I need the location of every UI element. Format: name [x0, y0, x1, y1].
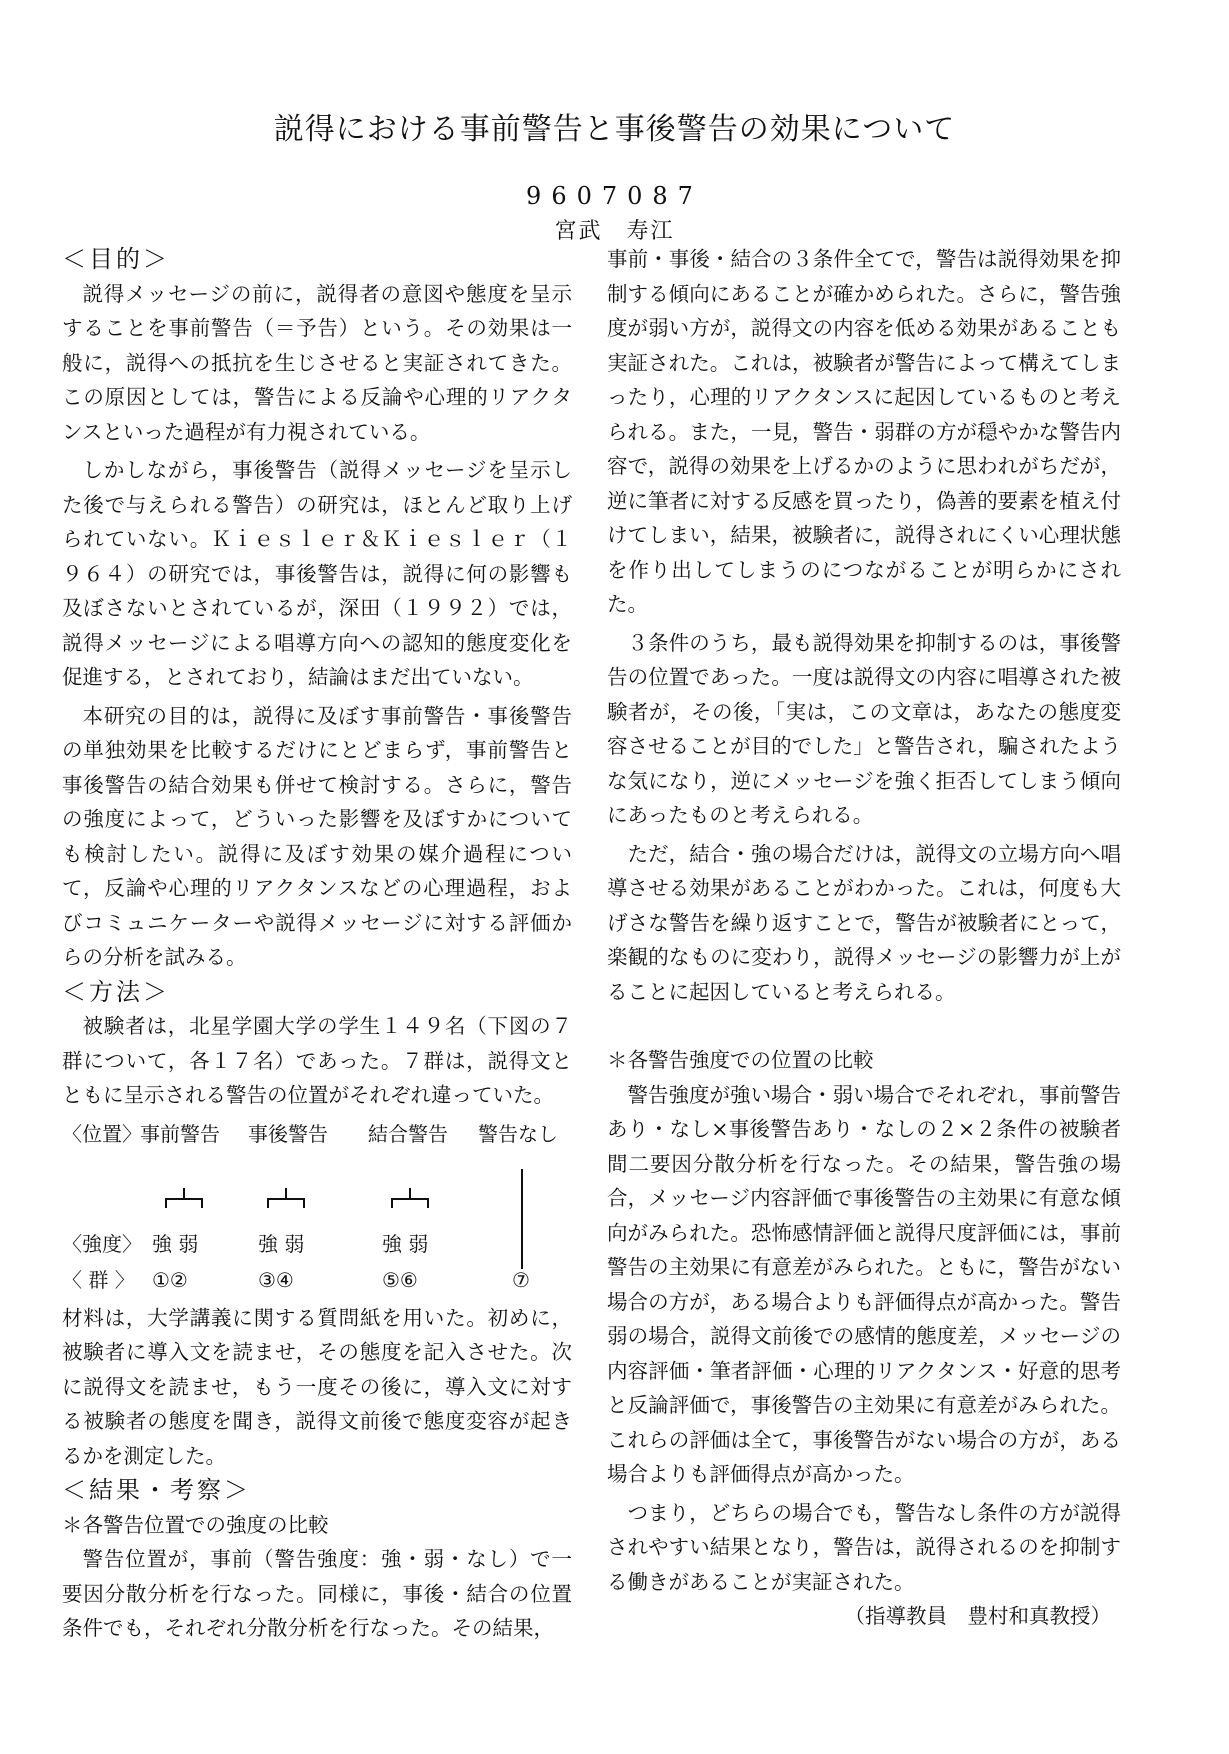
supervisor-credit: （指導教員 豊村和真教授） — [844, 1604, 1111, 1628]
position-label: 〈位置〉 — [62, 1121, 142, 1146]
paper-title: 説得における事前警告と事後警告の効果について — [273, 112, 956, 147]
heading-results: ＜結果・考察＞ — [62, 1476, 251, 1504]
right-column — [607, 242, 1121, 1634]
discussion-paragraph-5: つまり，どちらの場合でも，警告なし条件の方が説得されやすい結果となり，警告は，説得されるのを抑制する働きがあることが実証された。 — [607, 1500, 1121, 1594]
group-none: ⑦ — [512, 1267, 530, 1292]
position-pre: 事前警告 — [140, 1121, 220, 1146]
group-label: 〈 群 〉 — [62, 1267, 135, 1292]
strength-label: 〈強度〉 — [62, 1231, 142, 1256]
position-row — [62, 1117, 572, 1151]
groups-combined: ⑤⑥ — [382, 1267, 418, 1292]
heading-method: ＜方法＞ — [62, 977, 170, 1006]
strength-combined: 強 弱 — [382, 1231, 429, 1256]
position-combined: 結合警告 — [368, 1121, 448, 1146]
spacer — [607, 1009, 1121, 1043]
method-paragraph-1: 被験者は，北星学園大学の学生１４９名（下図の７群について，各１７名）であった。７群は，説得文とともに呈示される警告の位置がそれぞれ違っていた。 — [62, 1014, 572, 1107]
discussion-paragraph-3: ただ，結合・強の場合だけは，説得文の立場方向へ唱導させる効果があることがわかった。これは，何度も大げさな警告を繰り返すことで，警告が被験者にとって，楽観的なものに変わり，説得メッセージの影響力が上がることに起因していると考えられる。 — [607, 841, 1121, 1004]
discussion-paragraph-4: 警告強度が強い場合・弱い場合でそれぞれ，事前警告あり・なし×事後警告あり・なしの２×２条件の被験者間二要因分散分析を行なった。その結果，警告強の場合，メッセージ内容評価で事後警告の主効果に有意な傾向がみられた。恐怖感情評価と説得尺度評価には，事前警告の主効果に有意差がみられた。ともに，警告がない場合の方が，ある場合よりも評価得点が高かった。警告弱の場合，説得文前後での感情的態度差，メッセージの内容評価・筆者評価・心理的リアクタンス・好意的思考と反論評価で，事後警告の主効果に有意差がみられた。これらの評価は全て，事後警告がない場合の方が，ある場合よりも評価得点が高かった。 — [607, 1082, 1121, 1486]
student-id: 9607087 — [526, 182, 703, 210]
strength-pre: 強 弱 — [152, 1231, 199, 1256]
heading-purpose: ＜目的＞ — [62, 245, 170, 273]
discussion-paragraph-2: ３条件のうち，最も説得効果を抑制するのは，事後警告の位置であった。一度は説得文の内容に唱導された被験者が，その後，「実は，この文章は，あなたの態度変容させることが目的でした」と警告され，騙されたような気になり，逆にメッセージを強く拒否してしまう傾向にあったものと考えられる。 — [607, 630, 1121, 827]
branch-icon — [164, 1185, 204, 1207]
branch-icon — [390, 1185, 430, 1207]
groups-post: ③④ — [258, 1267, 294, 1292]
results-paragraph-1: 警告位置が，事前（警告強度：強・弱・なし）で一要因分散分析を行なった。同様に，事後・結合の位置条件でも，それぞれ分散分析を行なった。その結果， — [62, 1547, 572, 1640]
branch-icon — [266, 1185, 306, 1207]
purpose-paragraph-3: 本研究の目的は，説得に及ぼす事前警告・事後警告の単独効果を比較するだけにとどまらず，事前警告と事後警告の結合効果も併せて検討する。さらに，警告の強度によって，どういった影響を及ぼすかについても検討したい。説得に及ぼす効果の媒介過程について，反論や心理的リアクタンスなどの心理過程，およびコミュニケーターや説得メッセージに対する評価からの分析を試みる。 — [62, 703, 572, 969]
subheading-strength: ＊各警告強度での位置の比較 — [607, 1048, 874, 1072]
position-post: 事後警告 — [248, 1121, 328, 1146]
author-name: 宮武 寿江 — [554, 219, 675, 244]
strength-row — [62, 1227, 572, 1261]
left-column — [62, 242, 572, 1646]
condition-diagram — [62, 1113, 572, 1353]
groups-pre: ①② — [152, 1267, 188, 1292]
strength-post: 強 弱 — [258, 1231, 305, 1256]
group-row — [62, 1263, 572, 1297]
subheading-position: ＊各警告位置での強度の比較 — [62, 1512, 329, 1537]
purpose-paragraph-1: 説得メッセージの前に，説得者の意図や態度を呈示することを事前警告（＝予告）という。その効果は一般に，説得への抵抗を生じさせると実証されてきた。この原因としては，警告による反論や心理的リアクタンスといった過程が有力視されている。 — [62, 281, 572, 444]
purpose-paragraph-2: しかしながら，事後警告（説得メッセージを呈示した後で与えられる警告）の研究は，ほとんど取り上げられていない。Ｋｉｅｓｌｅｒ＆Ｋｉｅｓｌｅｒ（１９６４）の研究では，事後警告は，説得に何の影響も及ぼさないとされているが，深田（１９９２）では，説得メッセージによる唱導方向への認知的態度変化を促進する，とされており，結論はまだ出ていない。 — [62, 458, 572, 689]
position-none: 警告なし — [478, 1121, 558, 1146]
method-paragraph-2: 材料は，大学講義に関する質問紙を用いた。初めに，被験者に導入文を読ませ，その態度を記入させた。次に説得文を読ませ，もう一度その後に，導入文に対する被験者の態度を聞き，説得文前後で態度変容が起きるかを測定した。 — [62, 1305, 572, 1468]
discussion-paragraph-1: 事前・事後・結合の３条件全てで，警告は説得効果を抑制する傾向にあることが確かめられた。さらに，警告強度が弱い方が，説得文の内容を低める効果があることも実証された。これは，被験者が警告によって構えてしまったり，心理的リアクタンスに起因しているものと考えられる。また，一見，警告・弱群の方が穏やかな警告内容で，説得の効果を上げるかのように思われがちだが，逆に筆者に対する反感を買ったり，偽善的要素を植え付けてしまい，結果，被験者に，説得されにくい心理状態を作り出してしまうのにつながることが明らかにされた。 — [607, 247, 1121, 616]
